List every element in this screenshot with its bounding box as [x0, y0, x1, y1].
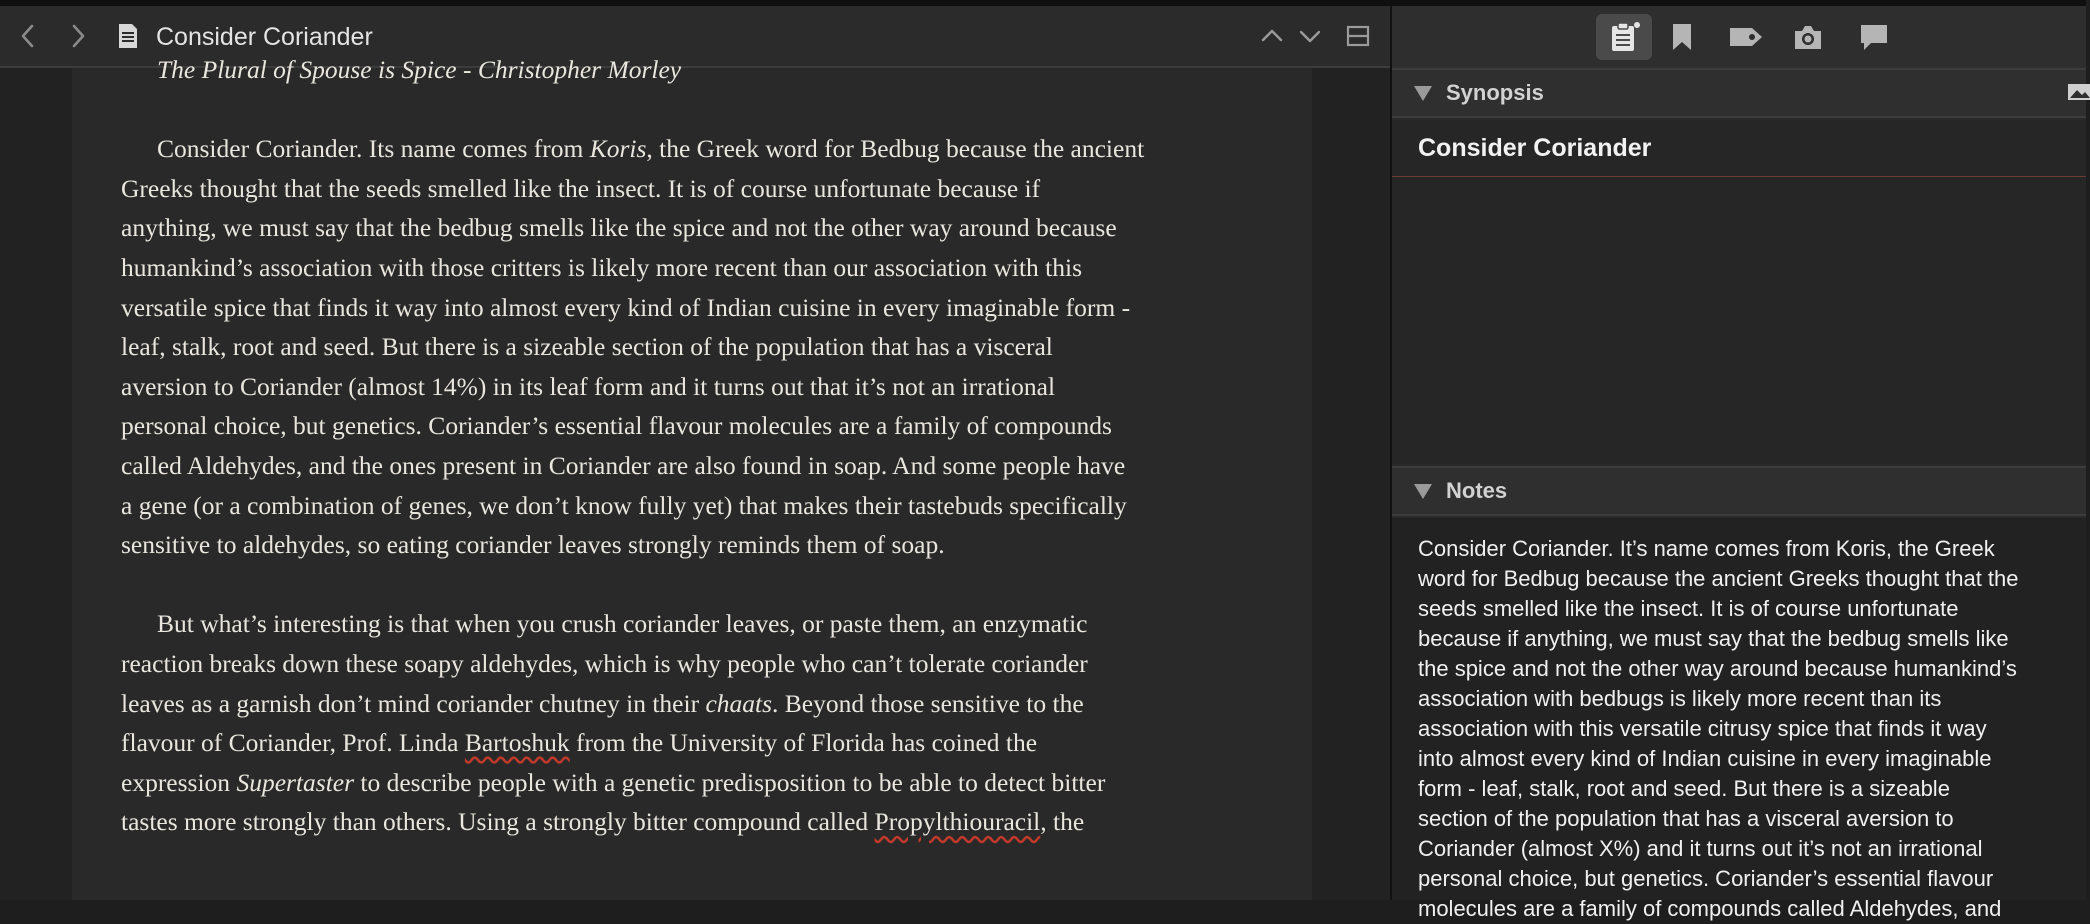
notes-line: into almost every kind of Indian cuisine in every imaginable	[1418, 746, 1992, 771]
snapshot-camera-icon	[1792, 23, 1824, 51]
text-line: reaction breaks down these soapy aldehydes, which is why people who can’t tolerate coriander	[121, 648, 1088, 678]
split-editor-button[interactable]	[1342, 20, 1374, 52]
document-type-button[interactable]	[112, 20, 144, 52]
notes-line: association with this versatile citrusy spice that finds it way	[1418, 716, 1987, 741]
notes-line: seeds smelled like the insect. It is of course unfortunate	[1418, 596, 1959, 621]
document-title: Consider Coriander	[156, 23, 373, 51]
text-line: Greeks thought that the seeds smelled like the insect. It is of course unfortunate because if	[121, 173, 1041, 203]
forward-button[interactable]	[62, 20, 94, 52]
metadata-tab-button[interactable]	[1718, 14, 1774, 60]
chevron-left-icon	[18, 23, 38, 49]
notes-editor[interactable]	[1392, 518, 2086, 921]
text-line: anything, we must say that the bedbug smells like the spice and not the other way around because	[121, 213, 1117, 243]
text-line: leaf, stalk, root and seed. But there is a sizeable section of the population that has a visceral	[121, 332, 1053, 362]
disclosure-triangle-icon[interactable]	[1414, 484, 1432, 499]
editor-right-margin	[1312, 68, 1390, 900]
text-line: versatile spice that finds it way into almost every kind of Indian cuisine in every imaginable form -	[121, 292, 1131, 322]
text-line: expression Supertaster to describe people with a genetic predisposition to be able to detect bitter	[121, 767, 1106, 797]
text-line: flavour of Coriander, Prof. Linda Bartoshuk from the University of Florida has coined the	[121, 728, 1038, 758]
notes-line: Consider Coriander. It’s name comes from Koris, the Greek	[1418, 536, 1995, 561]
notes-text[interactable]	[1418, 534, 2084, 924]
text-line: But what’s interesting is that when you crush coriander leaves, or paste them, an enzymatic	[157, 609, 1088, 639]
misspelled-word[interactable]: Propylthiouracil	[874, 807, 1041, 837]
epigraph: The Plural of Spouse is Spice - Christopher Morley	[157, 55, 682, 84]
notes-line: association with bedbugs is likely more recent than its	[1418, 686, 1942, 711]
text-line: personal choice, but genetics. Coriander’s essential flavour molecules are a family of compounds	[121, 411, 1112, 441]
text-line: humankind’s association with those critters is likely more recent than our association with this	[121, 252, 1083, 282]
comments-icon	[1858, 22, 1890, 52]
inspector-pane	[1392, 6, 2086, 921]
misspelled-word[interactable]: Bartoshuk	[464, 728, 570, 758]
notes-line: Coriander (almost X%) and it turns out it’s not an irrational	[1418, 836, 1983, 861]
document-text[interactable]	[121, 50, 1271, 842]
comments-tab-button[interactable]	[1846, 14, 1902, 60]
synopsis-label: Synopsis	[1446, 80, 1544, 105]
text-line: Consider Coriander. Its name comes from Koris, the Greek word for Bedbug because the ancient	[157, 134, 1145, 164]
text-line: called Aldehydes, and the ones present in Coriander are also found in soap. And some people have	[121, 450, 1126, 480]
snapshots-tab-button[interactable]	[1780, 14, 1836, 60]
back-button[interactable]	[12, 20, 44, 52]
notes-header[interactable]	[1392, 466, 2086, 516]
editor-left-margin	[0, 68, 72, 900]
notes-line: molecules are a family of compounds called Aldehydes, and	[1418, 896, 2002, 921]
synopsis-header[interactable]	[1392, 68, 2086, 118]
text-line: a gene (or a combination of genes, we don’t know fully yet) that makes their tastebuds specifically	[121, 490, 1127, 520]
bookmarks-tab-button[interactable]	[1654, 14, 1710, 60]
bookmark-icon	[1670, 22, 1694, 52]
text-line: tastes more strongly than others. Using a strongly bitter compound called Propylthiouracil, the	[121, 807, 1085, 837]
chevron-up-icon	[1260, 26, 1284, 46]
text-line: sensitive to aldehydes, so eating coriander leaves strongly reminds them of soap.	[121, 530, 945, 560]
notes-line: because if anything, we must say that the bedbug smells like	[1418, 626, 2009, 651]
notes-icon	[1607, 21, 1641, 53]
notes-label: Notes	[1446, 478, 1508, 503]
notes-line: word for Bedbug because the ancient Greeks thought that the	[1418, 566, 2019, 591]
next-document-button[interactable]	[1294, 20, 1326, 52]
synopsis-card[interactable]	[1392, 120, 2086, 464]
notes-line: section of the population that has a visceral aversion to	[1418, 806, 1954, 831]
synopsis-divider	[1392, 176, 2086, 177]
chevron-right-icon	[68, 23, 88, 49]
disclosure-triangle-icon[interactable]	[1414, 86, 1432, 101]
text-line: leaves as a garnish don’t mind coriander chutney in their chaats. Beyond those sensitive to the	[121, 688, 1084, 718]
editor-pane	[0, 6, 1390, 900]
split-view-icon	[1346, 25, 1370, 47]
tag-icon	[1728, 24, 1764, 50]
previous-document-button[interactable]	[1256, 20, 1288, 52]
notes-tab-button[interactable]	[1596, 14, 1652, 60]
synopsis-title[interactable]: Consider Coriander	[1418, 134, 1652, 162]
notes-line: form - leaf, stalk, root and seed. But there is a sizeable	[1418, 776, 1950, 801]
document-icon	[117, 22, 139, 50]
text-line: aversion to Coriander (almost 14%) in its leaf form and it turns out that it’s not an irrational	[121, 371, 1056, 401]
notes-line: the spice and not the other way around because humankind’s	[1418, 656, 2017, 681]
synopsis-image-icon[interactable]	[2066, 82, 2090, 102]
inspector-toolbar	[1392, 6, 2086, 68]
chevron-down-icon	[1298, 26, 1322, 46]
notes-line: personal choice, but genetics. Coriander’s essential flavour	[1418, 866, 1994, 891]
